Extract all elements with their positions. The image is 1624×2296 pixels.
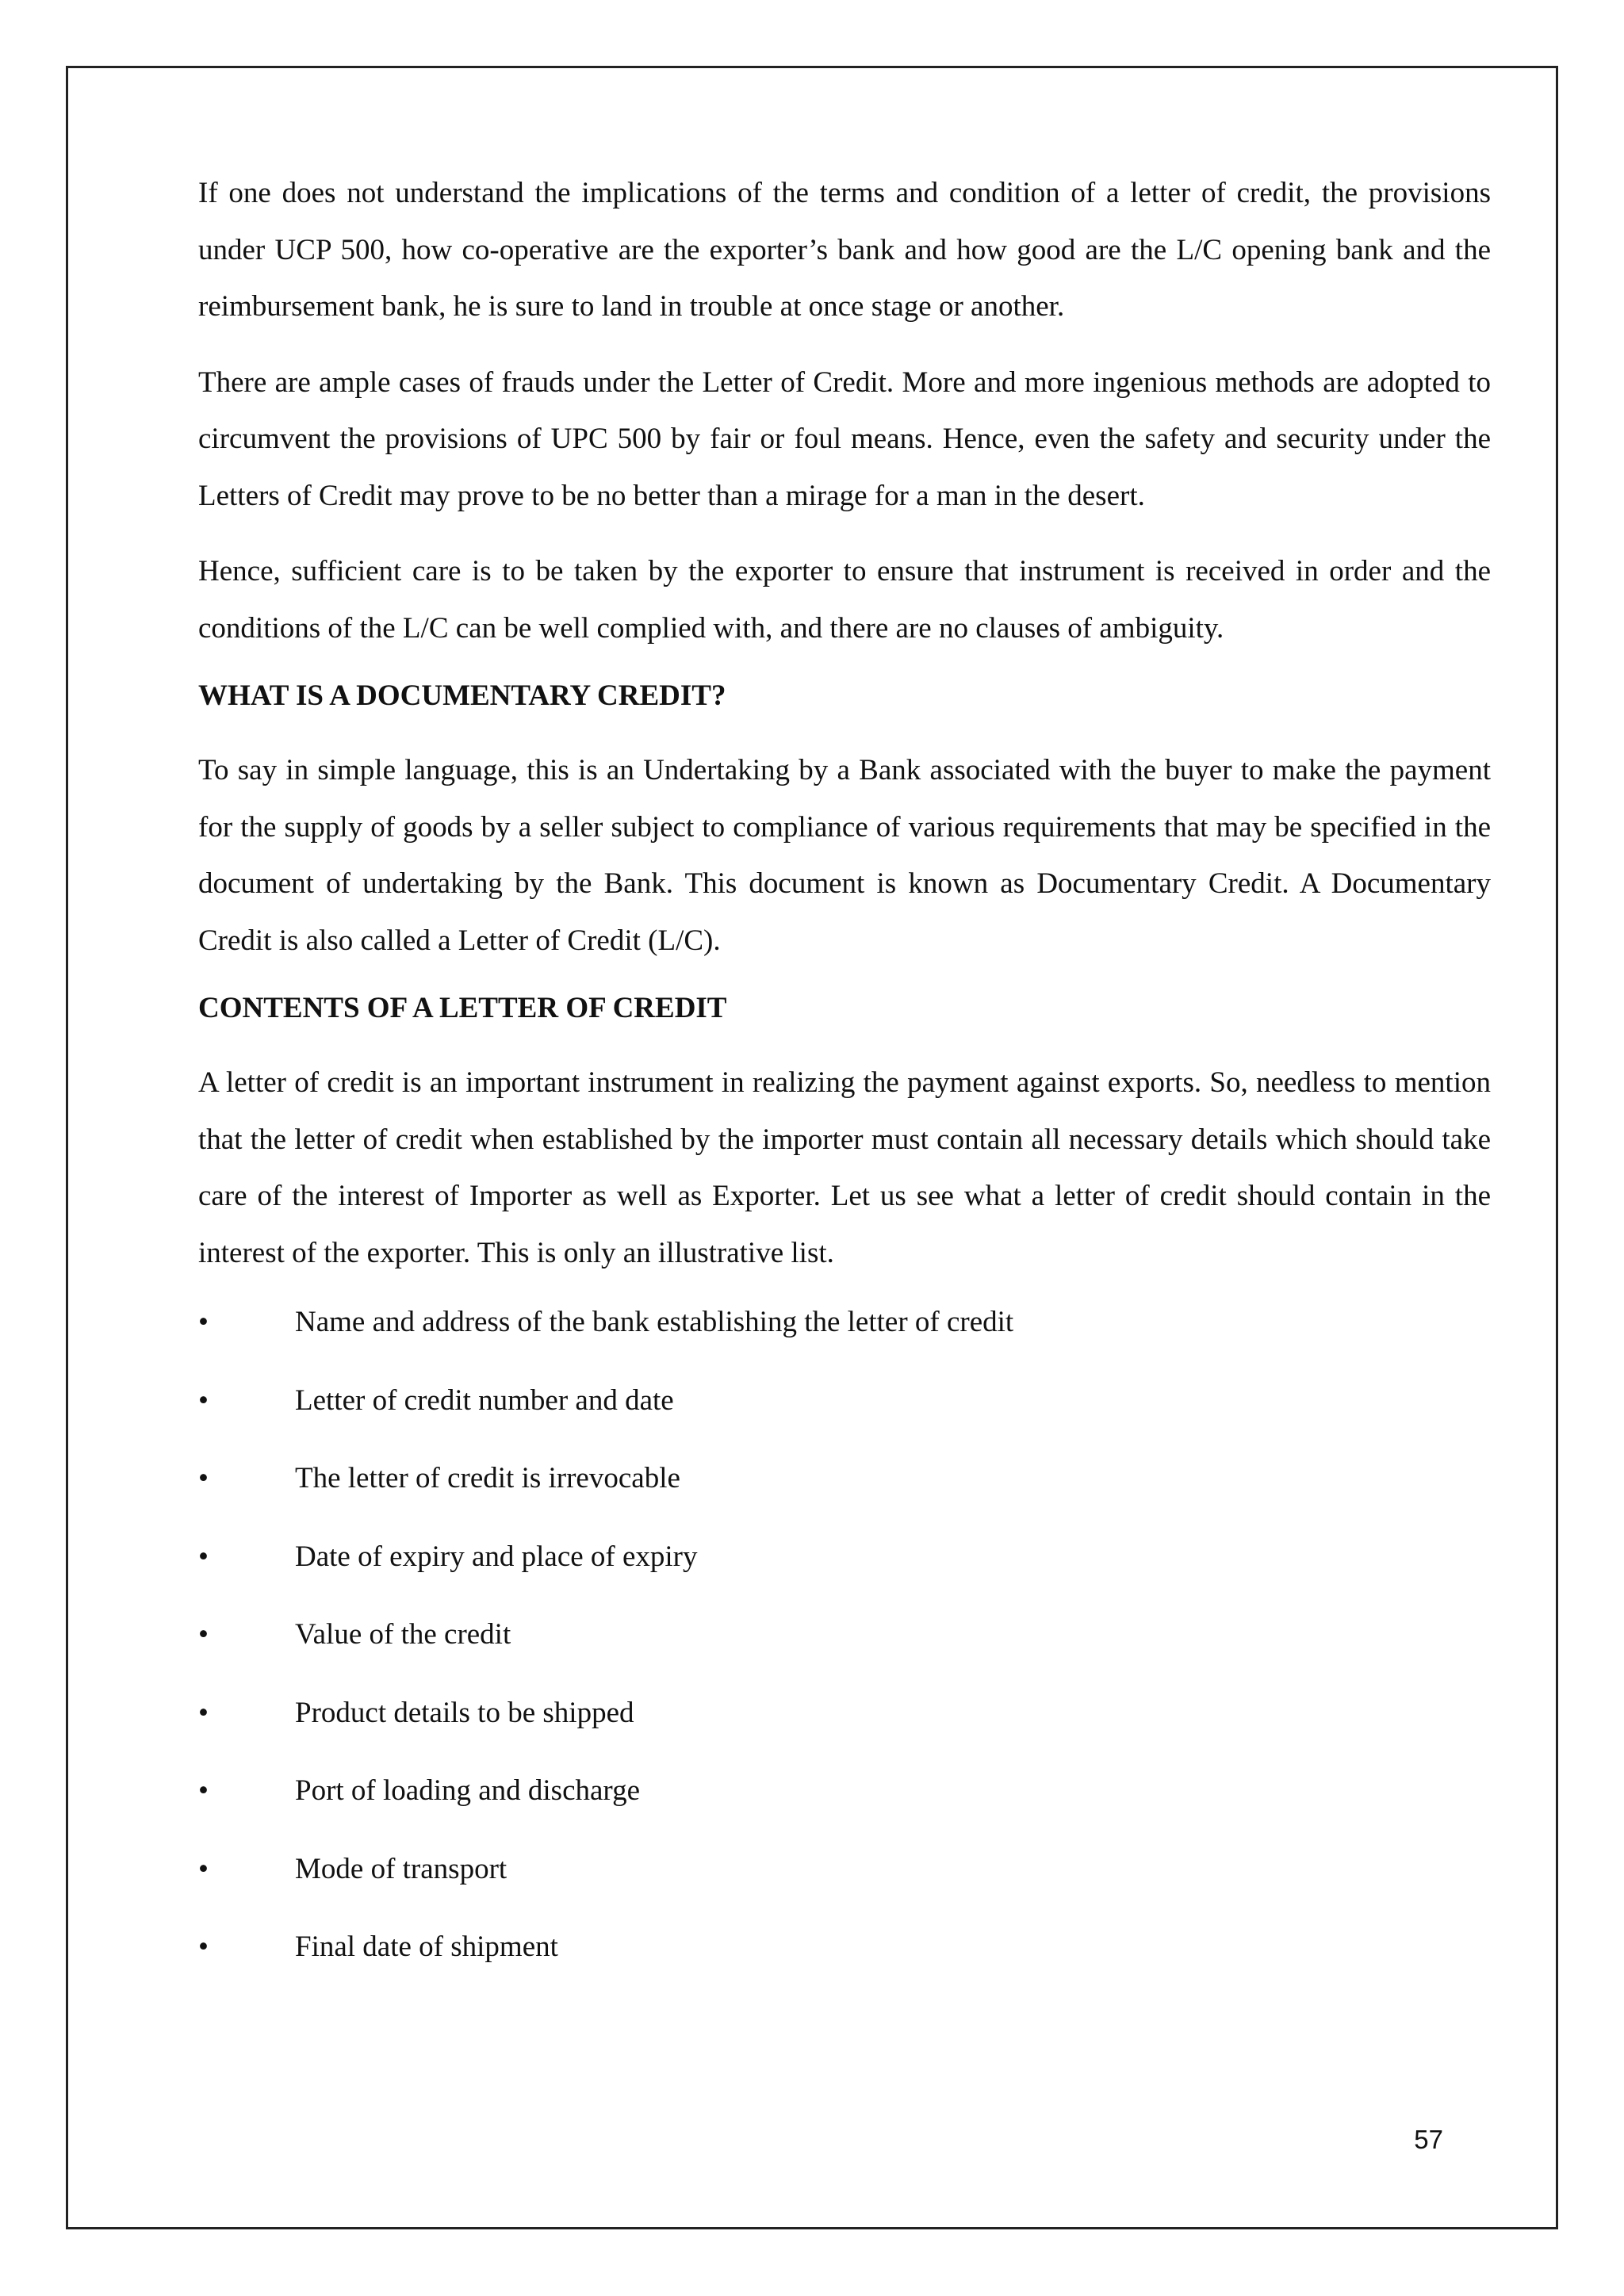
list-item-text: Letter of credit number and date (295, 1383, 674, 1417)
list-item-text: Date of expiry and place of expiry (295, 1540, 698, 1573)
bullet-icon: • (198, 1306, 209, 1338)
bullet-icon: • (198, 1462, 209, 1494)
list-item-text: Mode of transport (295, 1852, 508, 1885)
paragraph-documentary-credit-definition: To say in simple language, this is an Undertaking by a Bank associated with the buyer to make the payment for the supply of goods by a seller subject to compliance of various requirements that may be specified in the document of undertaking by the Bank. This document is known as Documentary Credit. A Documentary Credit is also called a Letter of Credit (L/C). (198, 754, 1491, 957)
bullet-icon: • (198, 1774, 209, 1807)
list-item (198, 1923, 1491, 2002)
bullet-icon: • (198, 1931, 209, 1963)
list-item (198, 1846, 1491, 1924)
paragraph-implications: If one does not understand the implications of the terms and condition of a letter of credit, the provisions under UCP 500, how co-operative are the exporter’s bank and how good are the L/C opening bank and the reimbursement bank, he is sure to land in trouble at once stage or another. (198, 177, 1491, 323)
list-item-text: Final date of shipment (295, 1931, 558, 1963)
list-item-text: Product details to be shipped (295, 1696, 634, 1729)
list-item-text: Value of the credit (295, 1618, 511, 1651)
list-item (198, 1377, 1491, 1456)
bullet-icon: • (198, 1852, 209, 1885)
page-number: 57 (1414, 2125, 1443, 2154)
bullet-icon: • (198, 1383, 209, 1417)
paragraph-sufficient-care: Hence, sufficient care is to be taken by the exporter to ensure that instrument is received in order and the conditions of the L/C can be well complied with, and there are no clauses of ambiguity. (198, 555, 1491, 645)
contents-bullet-list (198, 1299, 1491, 2002)
bullet-icon: • (198, 1696, 209, 1729)
list-item-text: Name and address of the bank establishing the letter of credit (295, 1306, 1014, 1338)
paragraph-frauds: There are ample cases of frauds under the Letter of Credit. More and more ingenious methods are adopted to circumvent the provisions of UPC 500 by fair or foul means. Hence, even the safety and security under the Letters of Credit may prove to be no better than a mirage for a man in the desert. (198, 365, 1491, 512)
list-item-text: Port of loading and discharge (295, 1774, 641, 1807)
heading-documentary-credit: WHAT IS A DOCUMENTARY CREDIT? (198, 679, 726, 712)
bullet-icon: • (198, 1618, 209, 1651)
paragraph-contents-intro: A letter of credit is an important instrument in realizing the payment against exports. So, needless to mention that the letter of credit when established by the importer must contain all necessary details which should take care of the interest of Importer as well as Exporter. Let us see what a letter of credit should contain in the interest of the exporter. This is only an illustrative list. (198, 1066, 1491, 1269)
list-item (198, 1767, 1491, 1846)
list-item (198, 1689, 1491, 1768)
list-item (198, 1299, 1491, 1377)
bullet-icon: • (198, 1540, 209, 1573)
document-body (198, 165, 1491, 2002)
list-item-text: The letter of credit is irrevocable (295, 1462, 680, 1494)
list-item (198, 1533, 1491, 1612)
heading-contents-of-letter-of-credit: CONTENTS OF A LETTER OF CREDIT (198, 992, 727, 1024)
list-item (198, 1611, 1491, 1689)
list-item (198, 1455, 1491, 1533)
